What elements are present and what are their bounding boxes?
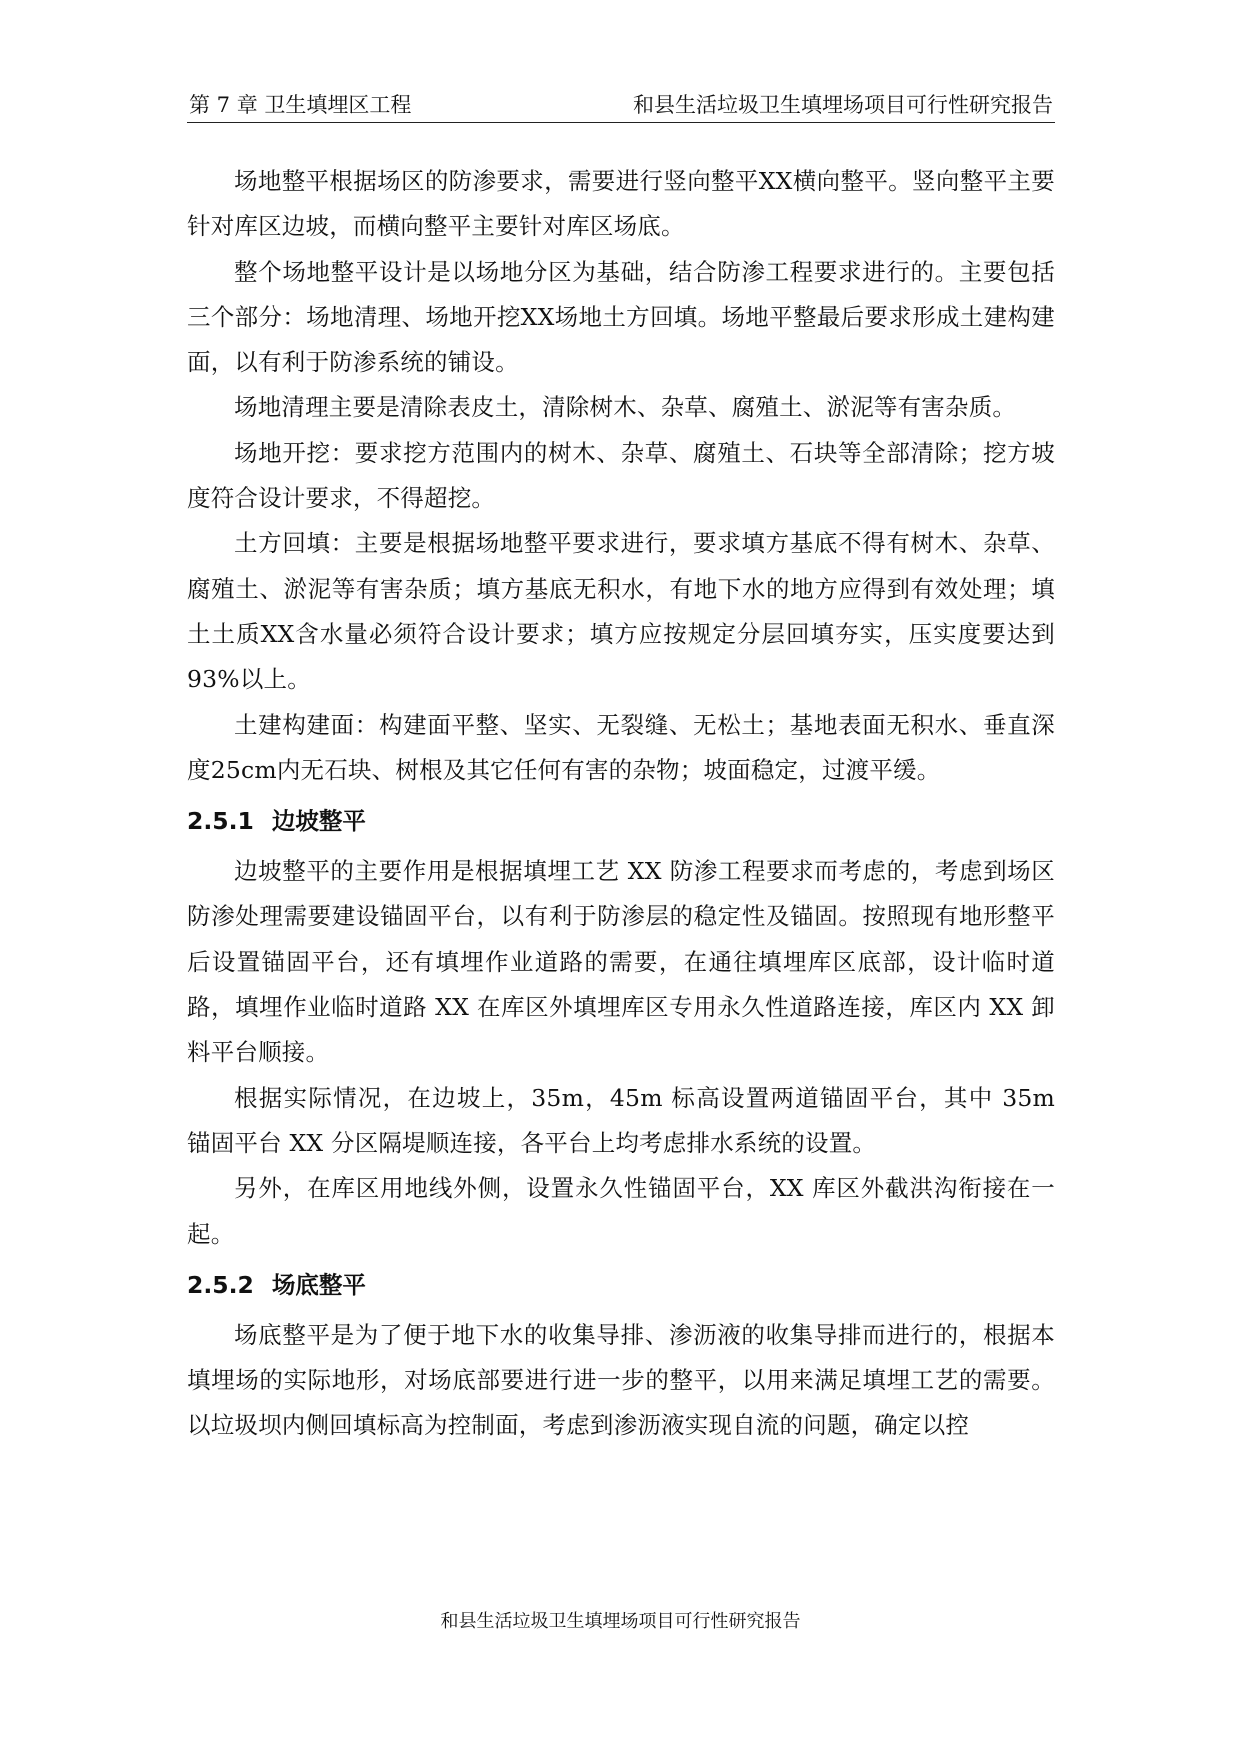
paragraph: 根据实际情况，在边坡上，35m，45m 标高设置两道锚固平台，其中 35m 锚固平台 XX 分区隔堤顺连接，各平台上均考虑排水系统的设置。 — [187, 1083, 1055, 1157]
section-heading-2-5-1 — [187, 797, 1055, 845]
section-number: 2.5.2 — [187, 1270, 254, 1299]
section-title: 边坡整平 — [271, 807, 366, 836]
paragraph: 整个场地整平设计是以场地分区为基础，结合防渗工程要求进行的。主要包括三个部分：场地清理、场地开挖XX场地土方回填。场地平整最后要求形成土建构建面，以有利于防渗系统的铺设。 — [187, 257, 1055, 377]
header-chapter-title: 第 7 章 卫生填埋区工程 — [189, 93, 412, 117]
paragraph: 场地整平根据场区的防渗要求，需要进行竖向整平XX横向整平。竖向整平主要针对库区边坡，而横向整平主要针对库区场底。 — [187, 167, 1055, 241]
page-footer: 和县生活垃圾卫生填埋场项目可行性研究报告 — [440, 1611, 801, 1632]
paragraph: 场底整平是为了便于地下水的收集导排、渗沥液的收集导排而进行的，根据本填埋场的实际地形，对场底部要进行进一步的整平，以用来满足填埋工艺的需要。以垃圾坝内侧回填标高为控制面，考虑到渗沥液实现自流的问题，确定以控 — [187, 1320, 1055, 1440]
page-header — [187, 86, 1055, 123]
section-heading-2-5-2 — [187, 1261, 1055, 1309]
paragraph: 场地开挖：要求挖方范围内的树木、杂草、腐殖土、石块等全部清除；挖方坡度符合设计要求，不得超挖。 — [187, 438, 1055, 513]
paragraph: 土方回填：主要是根据场地整平要求进行，要求填方基底不得有树木、杂草、腐殖土、淤泥等有害杂质；填方基底无积水，有地下水的地方应得到有效处理；填土土质XX含水量必须符合设计要求；填方应按规定分层回填夯实，压实度要达到93%以上。 — [187, 529, 1055, 694]
paragraph: 边坡整平的主要作用是根据填埋工艺 XX 防渗工程要求而考虑的，考虑到场区防渗处理需要建设锚固平台，以有利于防渗层的稳定性及锚固。按照现有地形整平后设置锚固平台，还有填埋作业道路的需要，在通往填埋库区底部，设计临时道路，填埋作业临时道路 XX 在库区外填埋库区专用永久性道路连接，库区内 XX 卸料平台顺接。 — [187, 857, 1055, 1067]
section-title: 场底整平 — [271, 1270, 366, 1299]
document-body — [187, 159, 1055, 1449]
paragraph: 土建构建面：构建面平整、坚实、无裂缝、无松土；基地表面无积水、垂直深度25cm内无石块、树根及其它任何有害的杂物；坡面稳定，过渡平缓。 — [187, 710, 1055, 784]
paragraph: 另外，在库区用地线外侧，设置永久性锚固平台，XX 库区外截洪沟衔接在一起。 — [187, 1174, 1055, 1248]
header-report-title: 和县生活垃圾卫生填埋场项目可行性研究报告 — [633, 93, 1053, 117]
paragraph: 场地清理主要是清除表皮土，清除树木、杂草、腐殖土、淤泥等有害杂质。 — [234, 393, 1017, 422]
section-number: 2.5.1 — [187, 807, 254, 836]
